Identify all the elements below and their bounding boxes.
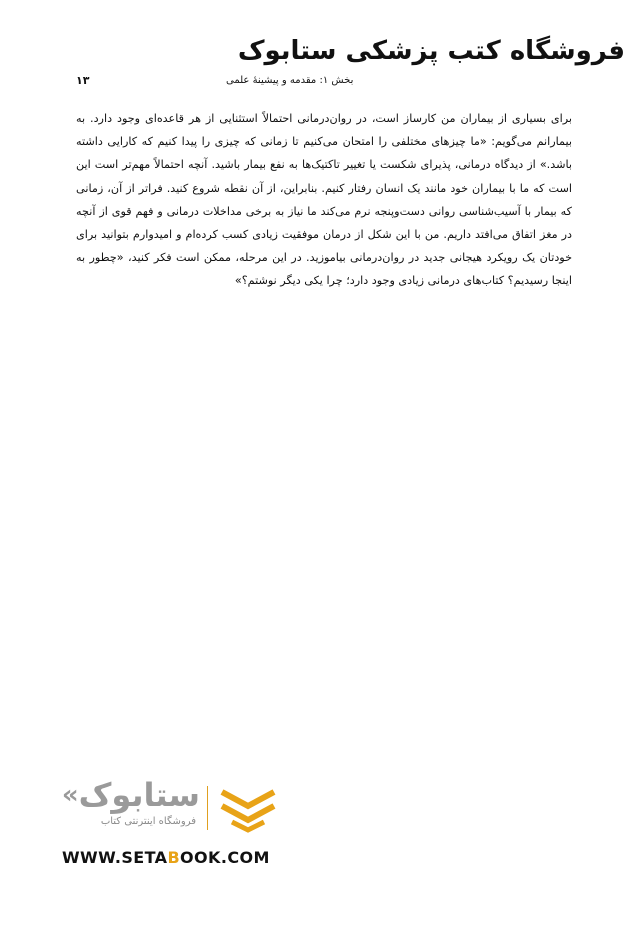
running-head <box>76 75 572 91</box>
logo-wordmark-text: ستابوک <box>78 776 200 814</box>
logo-chevrons-icon: « <box>61 780 79 810</box>
logo-wordmark <box>50 778 200 812</box>
book-stack-icon <box>218 784 278 834</box>
setabook-logo <box>50 778 280 848</box>
store-title: فروشگاه کتب پزشکی ستابوک <box>237 36 625 66</box>
website-suffix: OOK.COM <box>180 848 270 867</box>
logo-tagline: فروشگاه اینترنتی کتاب <box>100 816 196 827</box>
website-url <box>62 848 272 867</box>
page-number: ۱۳ <box>76 74 90 87</box>
website-prefix: WWW.SETA <box>62 848 168 867</box>
website-accent: B <box>167 848 181 867</box>
section-title: بخش ۱: مقدمه و پیشینهٔ علمی <box>226 75 354 86</box>
logo-text-block <box>50 778 200 834</box>
body-paragraph: برای بسیاری از بیماران من کارساز است، در روان‌درمانی احتمالاً استثنایی از هر قاعده‌ای وجود دارد. به بیمارانم می‌گویم: «ما چیزهای مختلفی را امتحان می‌کنیم تا زمانی که چیزی را پیدا کنیم که کارایی داشته باشد.» از دیدگاه درمانی، پذیرای شکست یا تغییر تاکتیک‌ها به نفع بیمار باشید. آنچه احتمالاً مهم‌تر است این است که ما با بیماران خود مانند یک انسان رفتار کنیم. بنابراین، از آن نقطه شروع کنید. فراتر از آن، زمانی که بیمار با آسیب‌شناسی روانی دست‌وپنجه نرم می‌کند ما نیاز به برخی مداخلات درمانی و فهم قوی از آنچه در مغز اتفاق می‌افتد داریم. من با این شکل از درمان موفقیت زیادی کسب کرده‌ام و امیدوارم بتوانید برای خودتان یک رویکرد هیجانی جدید در روان‌درمانی بیاموزید. در این مرحله، ممکن است فکر کنید، «چطور به اینجا رسیدیم؟ کتاب‌های درمانی زیادی وجود دارد؛ چرا یکی دیگر نوشتم؟» <box>76 112 572 288</box>
logo-divider <box>207 786 208 830</box>
